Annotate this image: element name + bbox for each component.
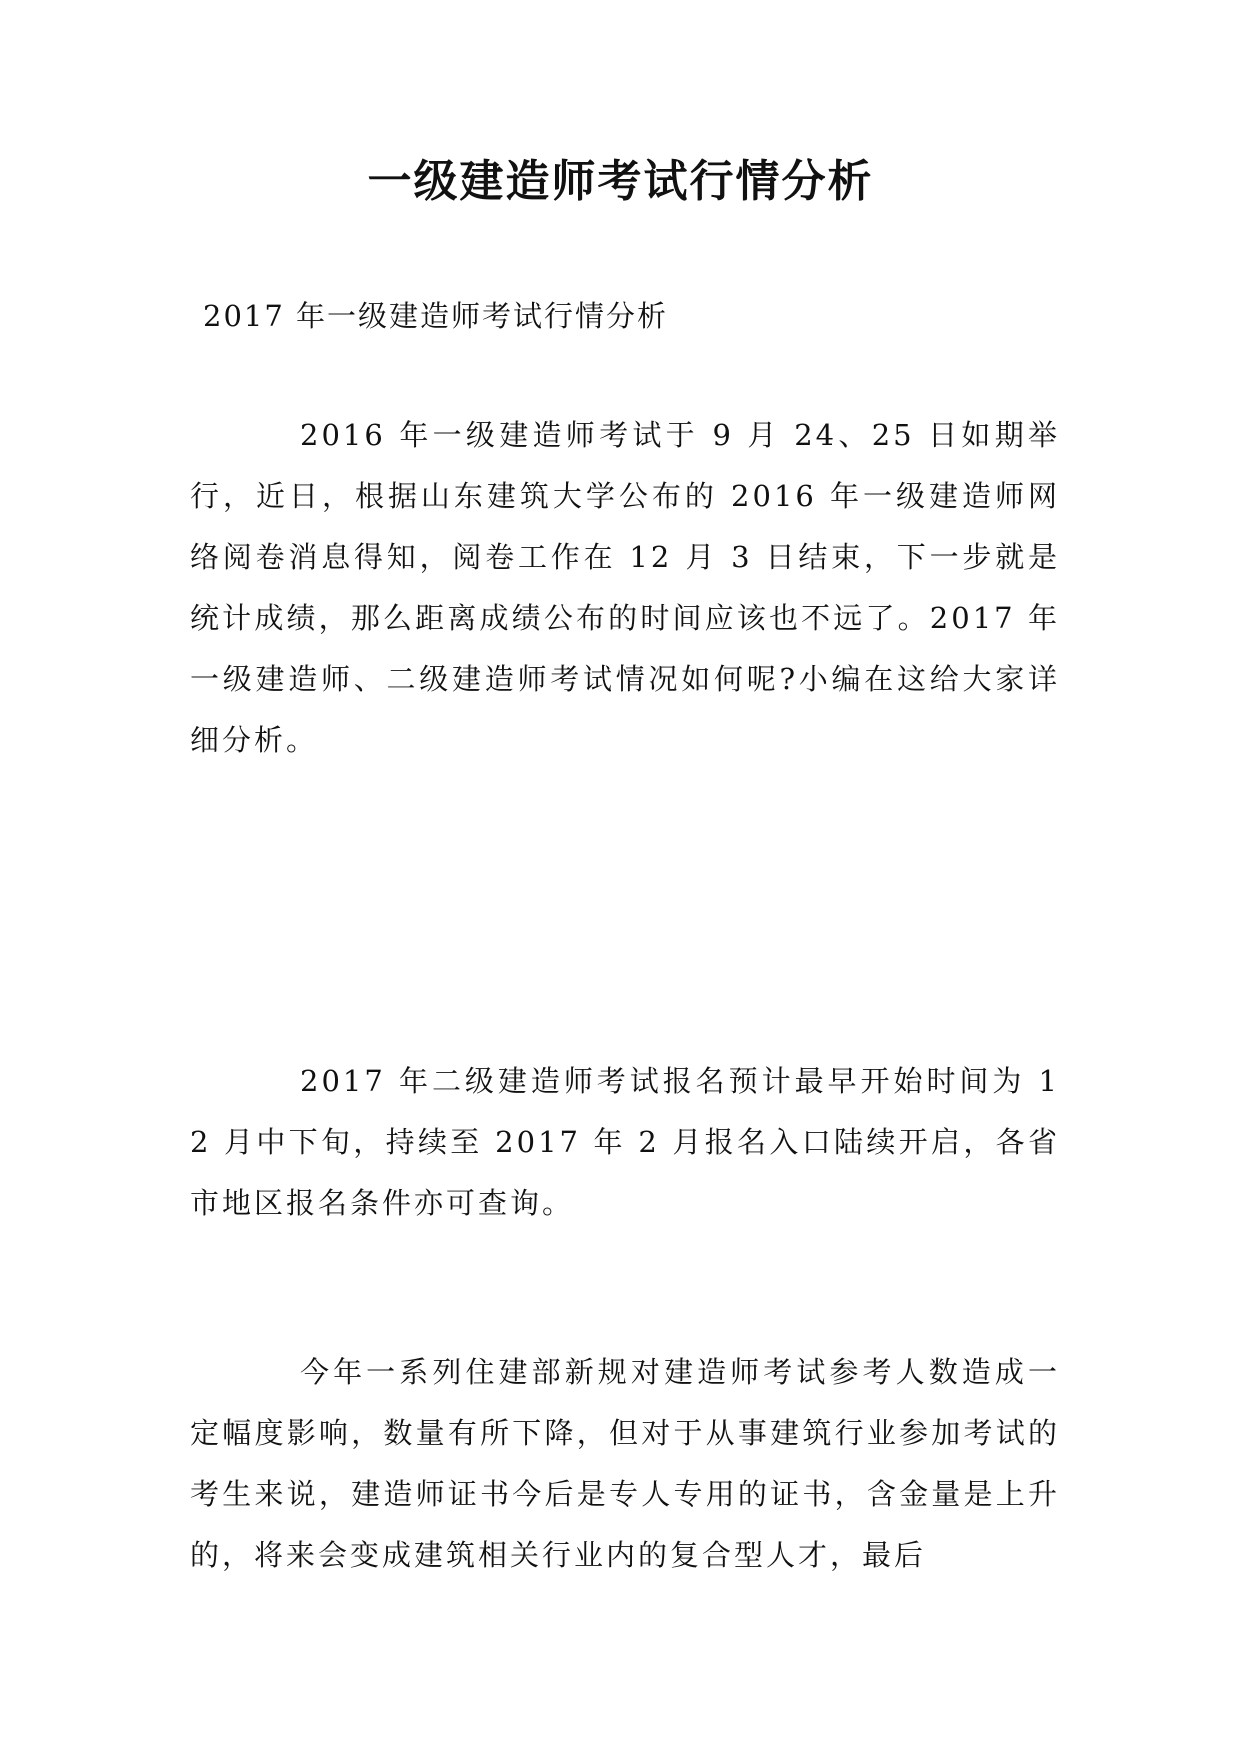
document-title: 一级建造师考试行情分析 bbox=[367, 156, 874, 207]
paragraph-exam-results: 2016 年一级建造师考试于 9 月 24、25 日如期举行，近日，根据山东建筑大学公布的 2016 年一级建造师网络阅卷消息得知，阅卷工作在 12 月 3 日结束，下一步就是统计成绩，那么距离成绩公布的时间应该也不远了。2017 年一级建造师、二级建造师考试情况如何呢?小编在这给大家详细分析。 bbox=[190, 418, 1060, 757]
document-subtitle: 2017 年一级建造师考试行情分析 bbox=[203, 299, 669, 333]
paragraph-registration: 2017 年二级建造师考试报名预计最早开始时间为 12 月中下旬，持续至 2017 年 2 月报名入口陆续开启，各省市地区报名条件亦可查询。 bbox=[190, 1064, 1060, 1220]
paragraph-new-regulations: 今年一系列住建部新规对建造师考试参考人数造成一定幅度影响，数量有所下降，但对于从事建筑行业参加考试的考生来说，建造师证书今后是专人专用的证书，含金量是上升的，将来会变成建筑相关行业内的复合型人才，最后 bbox=[190, 1355, 1060, 1572]
